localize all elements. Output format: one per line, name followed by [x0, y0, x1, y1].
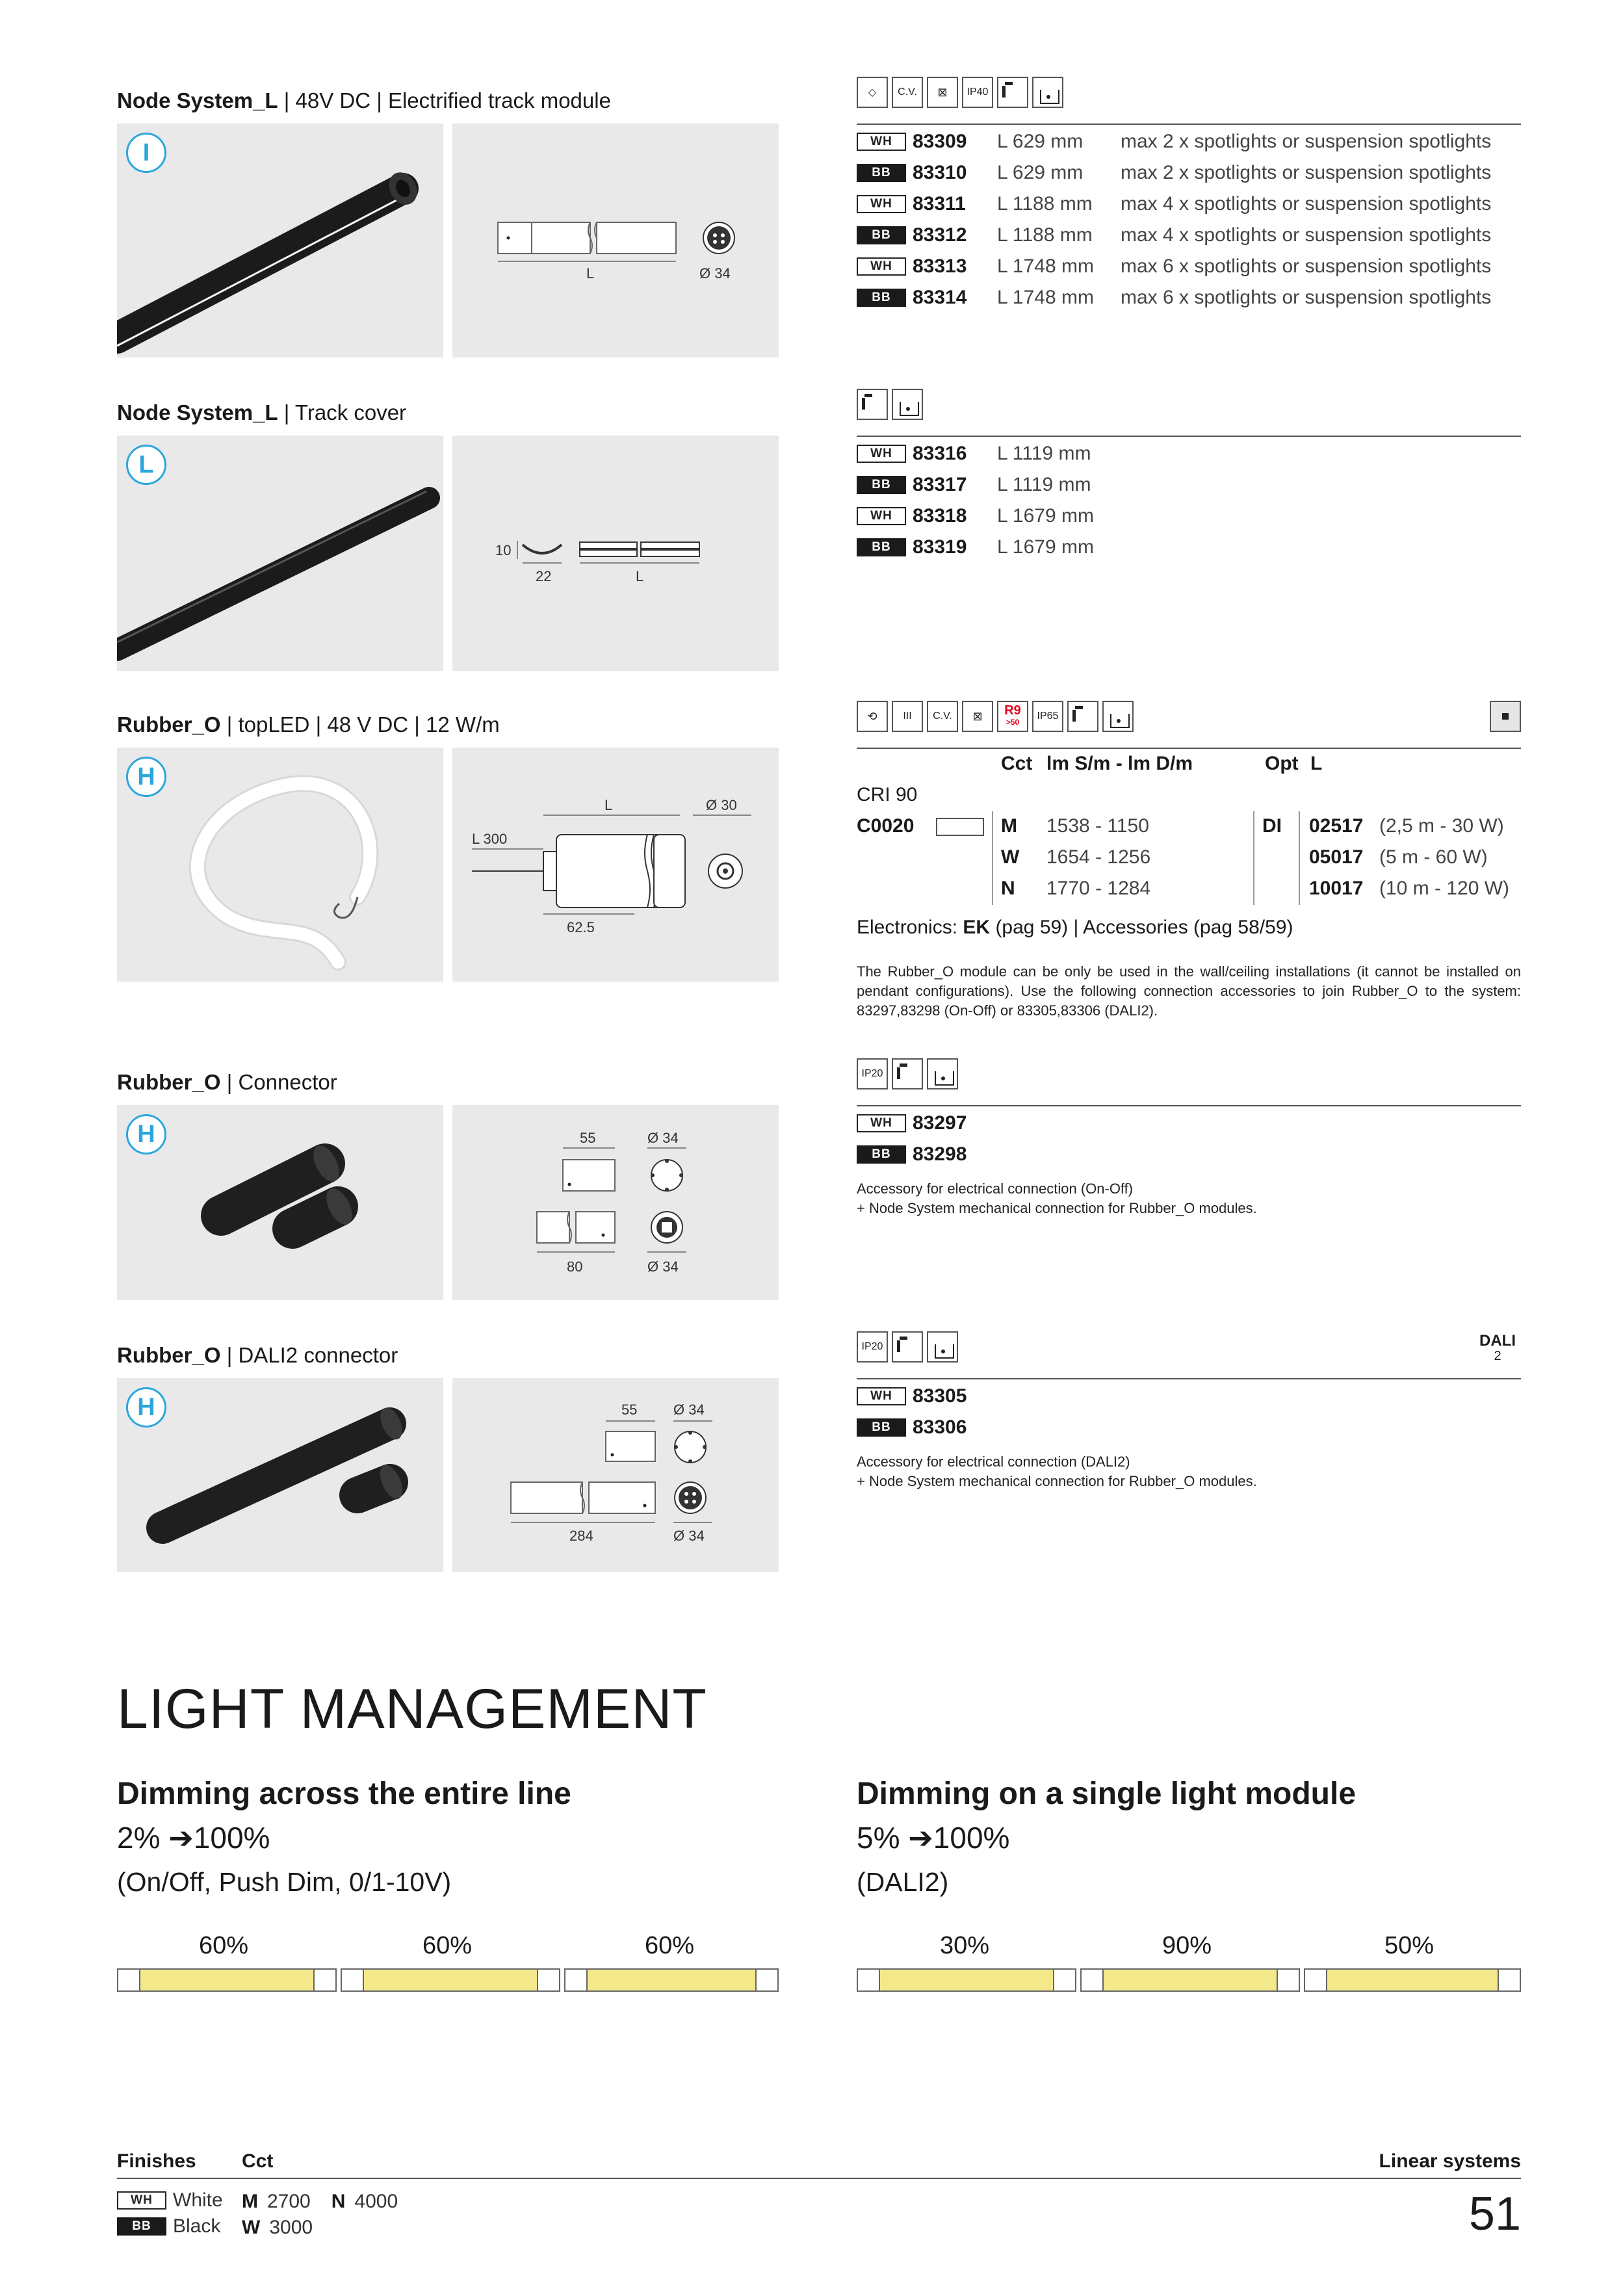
table-header-l: L: [1310, 753, 1323, 774]
rubber-o-note: The Rubber_O module can be only be used in the wall/ceiling installations (it cannot be installed on pendant configurations). Use the following connection accessories to join Rubber_O to the system: 83297,83298 (On-Off) or 83305,83306 (DALI2).: [857, 963, 1521, 1019]
cct-code: W: [1001, 846, 1020, 868]
table-row: WH 83309 L 629 mm max 2 x spotlights or suspension spotlights: [857, 127, 1491, 156]
divider: [857, 1378, 1521, 1379]
divider: [1253, 811, 1254, 905]
cct-row-1: M 2700 N 4000: [242, 2191, 398, 2212]
product-photo-rubber-o: [117, 748, 443, 982]
dim-length: 284: [569, 1528, 593, 1544]
drawing-dali2-connector: [452, 1378, 779, 1572]
dim-length: 55: [580, 1130, 596, 1146]
table-row: BB 83314 L 1748 mm max 6 x spotlights or suspension spotlights: [857, 283, 1491, 312]
dim-length: L: [604, 797, 613, 813]
category-letter-badge: L: [126, 445, 166, 485]
bar-segment-lit: [139, 1968, 315, 1992]
lumen-value: 1538 - 1150: [1046, 815, 1149, 837]
product-photo-track-cover: [117, 436, 443, 671]
connector-note-2: + Node System mechanical connection for Rubber_O modules.: [857, 1200, 1257, 1216]
dim-diameter: Ø 34: [699, 265, 731, 281]
bar-segment-lit: [586, 1968, 757, 1992]
weee-bin-icon: ⊠: [962, 701, 993, 732]
dali2-note-1: Accessory for electrical connection (DALI2): [857, 1454, 1130, 1470]
bar-segment-lit: [1326, 1968, 1499, 1992]
class-iii-icon: III: [892, 701, 923, 732]
table-row: WH 83313 L 1748 mm max 6 x spotlights or suspension spotlights: [857, 252, 1491, 281]
lumen-value: 1654 - 1256: [1046, 846, 1151, 868]
table-row: BB 83312 L 1188 mm max 4 x spotlights or suspension spotlights: [857, 221, 1491, 250]
indoor-house-icon: [892, 389, 923, 420]
table-row: WH 83318 L 1679 mm: [857, 502, 1121, 530]
rotate-icon: ⟲: [857, 701, 888, 732]
section-title-connector: Rubber_O | Connector: [117, 1070, 337, 1094]
bar-endcap: [313, 1968, 337, 1992]
drawing-track-module: [452, 124, 779, 358]
spec-icons-connector: [857, 1058, 958, 1089]
model-code: C0020: [857, 815, 915, 837]
ceiling-mount-icon: [1067, 701, 1098, 732]
section-title-track-cover: Node System_L | Track cover: [117, 400, 407, 424]
spec-icons-rubber-o: [857, 701, 1134, 732]
table-row: BB 83310 L 629 mm max 2 x spotlights or suspension spotlights: [857, 159, 1491, 187]
dim-diameter: Ø 34: [647, 1130, 679, 1146]
dim-level-label: 90%: [1162, 1932, 1212, 1959]
color-swatch-white: [936, 818, 984, 836]
dimming-right-bar: [857, 1968, 1521, 1992]
dimming-right-heading: Dimming on a single light module: [857, 1777, 1357, 1811]
dimming-left-modes: (On/Off, Push Dim, 0/1-10V): [117, 1867, 452, 1897]
length-desc: (5 m - 60 W): [1379, 846, 1488, 868]
table-row: BB 83319 L 1679 mm: [857, 533, 1121, 562]
constant-voltage-icon: C.V.: [927, 701, 958, 732]
dim-width: 22: [536, 568, 552, 584]
length-code: 05017: [1309, 846, 1364, 868]
length-desc: (2,5 m - 30 W): [1379, 815, 1504, 837]
dali2-note-2: + Node System mechanical connection for Rubber_O modules.: [857, 1473, 1257, 1489]
dali2-logo: DALI 2: [1479, 1332, 1516, 1363]
led-module-icon: [1490, 701, 1521, 732]
divider: [857, 1105, 1521, 1106]
dim-level-label: 50%: [1384, 1932, 1435, 1959]
table-row: WH 83316 L 1119 mm: [857, 439, 1121, 468]
ceiling-mount-icon: [857, 389, 888, 420]
bar-endcap: [1053, 1968, 1076, 1992]
dim-level-label: 60%: [645, 1932, 695, 1959]
dimming-left-range: 2% ➔100%: [117, 1821, 270, 1855]
table-row: BB 83317 L 1119 mm: [857, 471, 1121, 499]
ip20-icon: IP20: [857, 1058, 888, 1089]
bar-endcap: [1498, 1968, 1521, 1992]
dim-level-label: 60%: [199, 1932, 249, 1959]
bar-endcap: [564, 1968, 588, 1992]
cct-code: N: [1001, 878, 1015, 899]
length-code: 10017: [1309, 878, 1364, 899]
connector-image: [117, 1105, 443, 1300]
ip40-icon: IP40: [962, 77, 993, 108]
table-header-lm: lm S/m - lm D/m: [1046, 753, 1193, 774]
r9-icon: R9 >50: [997, 701, 1028, 732]
table-row: WH 83305: [857, 1382, 997, 1411]
cct-row-2: W 3000: [242, 2217, 313, 2238]
drawing-track-cover: [452, 436, 779, 671]
dim-length: 80: [567, 1259, 583, 1275]
drawing-connector: [452, 1105, 779, 1300]
dim-level-label: 60%: [422, 1932, 473, 1959]
dim-diameter: Ø 34: [673, 1528, 705, 1544]
divider: [1299, 811, 1300, 905]
spec-icons-track-cover: [857, 389, 923, 420]
bar-endcap: [537, 1968, 560, 1992]
dimming-left-bar: [117, 1968, 779, 1992]
finish-black: BB Black: [117, 2215, 220, 2237]
category-letter-badge: H: [126, 757, 166, 797]
track-cover-image: [117, 436, 443, 671]
dimming-left-heading: Dimming across the entire line: [117, 1777, 571, 1811]
electronics-reference: Electronics: EK (pag 59) | Accessories (pag 58/59): [857, 917, 1293, 938]
category-letter-badge: H: [126, 1114, 166, 1155]
divider: [992, 811, 993, 905]
bar-segment-lit: [879, 1968, 1054, 1992]
ceiling-mount-icon: [892, 1058, 923, 1089]
dim-width: 62.5: [567, 919, 595, 935]
light-management-title: LIGHT MANAGEMENT: [117, 1678, 707, 1740]
footer-finishes-label: Finishes: [117, 2150, 196, 2172]
bar-endcap: [857, 1968, 880, 1992]
dim-diameter: Ø 34: [647, 1259, 679, 1275]
bar-endcap: [1277, 1968, 1300, 1992]
lumen-value: 1770 - 1284: [1046, 878, 1151, 899]
indoor-house-icon: [1102, 701, 1134, 732]
rubber-o-image: [117, 748, 443, 982]
class-iii-icon: ◇: [857, 77, 888, 108]
page-number: 51: [1468, 2188, 1521, 2240]
ip20-icon: IP20: [857, 1331, 888, 1363]
length-code: 02517: [1309, 815, 1364, 837]
bar-segment-lit: [1102, 1968, 1278, 1992]
finish-white: WH White: [117, 2189, 223, 2211]
divider: [857, 748, 1521, 749]
bar-endcap: [1080, 1968, 1104, 1992]
indoor-house-icon: [927, 1058, 958, 1089]
drawing-rubber-o: [452, 748, 779, 982]
dim-length: L: [636, 568, 644, 584]
bar-endcap: [755, 1968, 779, 1992]
dim-level-label: 30%: [940, 1932, 990, 1959]
length-desc: (10 m - 120 W): [1379, 878, 1510, 899]
ceiling-mount-icon: [997, 77, 1028, 108]
bar-endcap: [117, 1968, 140, 1992]
spec-icons-dali2-connector: [857, 1331, 958, 1363]
table-row: BB 83306: [857, 1413, 997, 1442]
dim-cable: L 300: [472, 831, 508, 847]
footer-cct-label: Cct: [242, 2150, 274, 2172]
section-title-dali2-connector: Rubber_O | DALI2 connector: [117, 1343, 398, 1367]
bar-endcap: [341, 1968, 364, 1992]
dali2-connector-image: [117, 1378, 443, 1572]
dim-height: 10: [495, 542, 512, 558]
cct-code: M: [1001, 815, 1017, 837]
category-letter-badge: H: [126, 1387, 166, 1428]
connector-note-1: Accessory for electrical connection (On-Off): [857, 1181, 1134, 1197]
bar-segment-lit: [363, 1968, 538, 1992]
table-row: WH 83297: [857, 1109, 997, 1138]
dim-length: L: [586, 265, 595, 281]
dim-diameter: Ø 34: [673, 1402, 705, 1418]
table-header-cct: Cct: [1001, 753, 1033, 774]
dimming-right-modes: (DALI2): [857, 1867, 949, 1897]
section-title-rubber-o: Rubber_O | topLED | 48 V DC | 12 W/m: [117, 712, 500, 737]
indoor-house-icon: [927, 1331, 958, 1363]
track-module-image: [117, 124, 443, 358]
cri-value: CRI 90: [857, 784, 918, 805]
table-row: WH 83311 L 1188 mm max 4 x spotlights or suspension spotlights: [857, 190, 1491, 218]
ceiling-mount-icon: [892, 1331, 923, 1363]
divider: [117, 2178, 1521, 2179]
constant-voltage-icon: C.V.: [892, 77, 923, 108]
table-row: BB 83298: [857, 1140, 997, 1169]
weee-bin-icon: ⊠: [927, 77, 958, 108]
table-header-opt: Opt: [1265, 753, 1299, 774]
section-title-track-module: Node System_L | 48V DC | Electrified track module: [117, 88, 611, 112]
category-letter-badge: I: [126, 133, 166, 173]
dim-diameter: Ø 30: [706, 797, 737, 813]
footer-category: Linear systems: [1379, 2150, 1521, 2172]
indoor-house-icon: [1032, 77, 1063, 108]
divider: [857, 436, 1521, 437]
ip65-icon: IP65: [1032, 701, 1063, 732]
product-photo-dali2-connector: [117, 1378, 443, 1572]
spec-icons-track-module: [857, 77, 1063, 108]
option-code: DI: [1262, 815, 1282, 837]
product-photo-track-module: [117, 124, 443, 358]
dim-length: 55: [621, 1402, 638, 1418]
bar-endcap: [1304, 1968, 1327, 1992]
product-photo-connector: [117, 1105, 443, 1300]
divider: [857, 124, 1521, 125]
dimming-right-range: 5% ➔100%: [857, 1821, 1010, 1855]
